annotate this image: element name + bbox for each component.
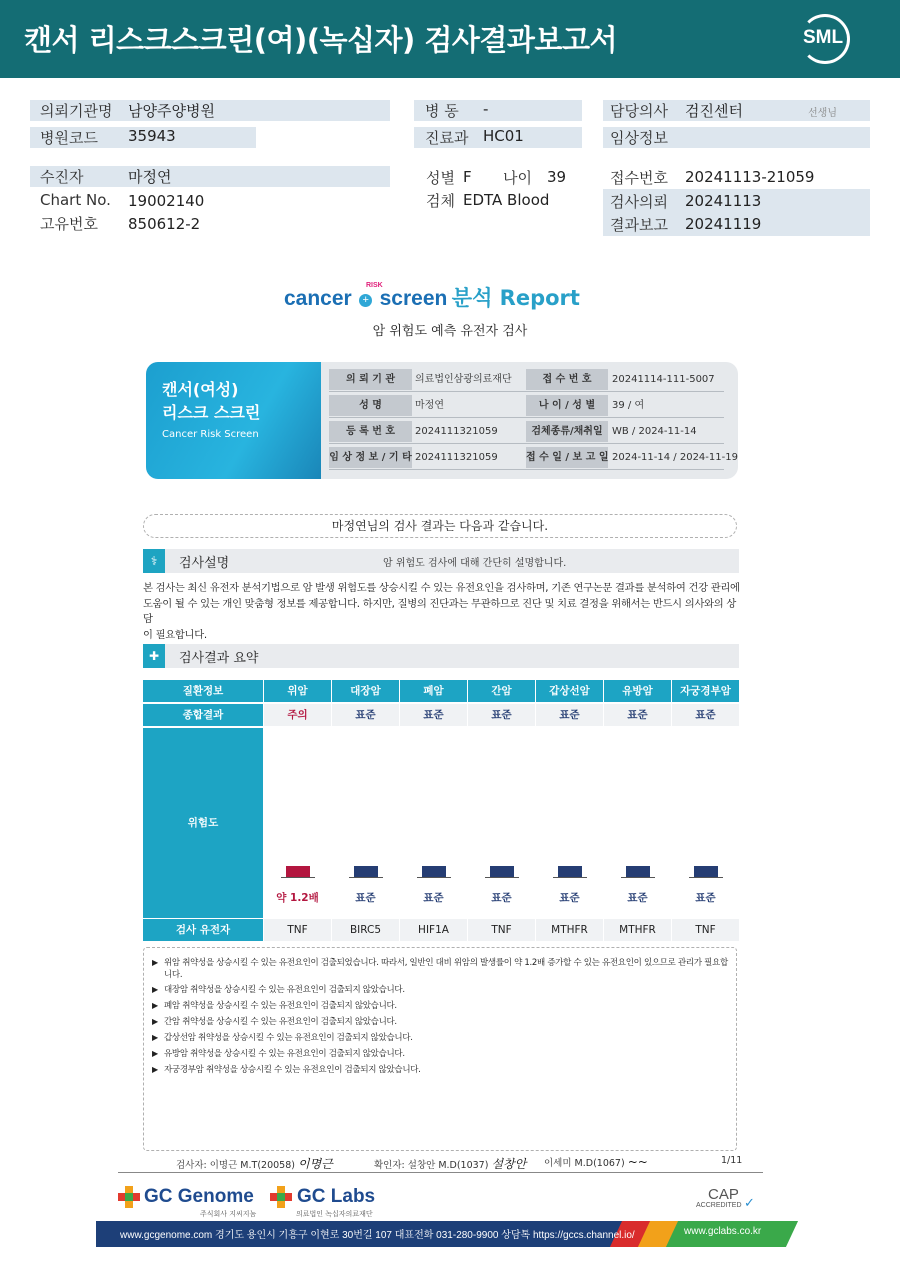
gc-cross-icon	[118, 1186, 140, 1208]
bullet-arrow-icon: ▶	[152, 985, 158, 994]
gene-name: TNF	[468, 919, 535, 941]
patient-value: 마정연	[128, 168, 172, 186]
sml-logo-text: SML	[803, 27, 844, 48]
card-row-divider	[329, 417, 724, 418]
confirmer-1: 설창안 M.D(1037)	[407, 1160, 489, 1171]
gc-cross-icon	[270, 1186, 292, 1208]
card-value: 의료법인삼광의료재단	[415, 374, 512, 385]
info-card	[146, 362, 738, 479]
bullet-arrow-icon: ▶	[152, 958, 158, 967]
card-label: 임 상 정 보 / 기 타	[329, 447, 412, 468]
overall-result: 표준	[604, 704, 671, 726]
institution-value: 남양주양병원	[128, 102, 215, 120]
chart-label: Chart No.	[40, 191, 111, 209]
age-label: 나이	[503, 169, 532, 187]
plus-icon: +	[359, 294, 372, 307]
confirmer-2: 이세미 M.D(1067)	[544, 1158, 625, 1169]
card-value: WB / 2024-11-14	[612, 426, 697, 437]
tester-signature	[176, 1155, 333, 1172]
risk-superscript: RISK	[366, 282, 383, 289]
note-text: 간암 취약성을 상승시킬 수 있는 유전요인이 검출되지 않았습니다.	[164, 1017, 397, 1027]
section-summary-header	[143, 644, 739, 668]
risk-label: 표준	[355, 892, 376, 904]
note-text: 니다.	[164, 970, 183, 980]
note-item	[152, 1047, 405, 1059]
request-label: 검사의뢰	[610, 193, 668, 211]
section-description-sub: 암 위험도 검사에 대해 간단히 설명합니다.	[383, 558, 567, 569]
report-brand	[284, 282, 624, 314]
confirmer-2-signature	[544, 1155, 648, 1169]
tester-signature-mark: 이명근	[298, 1157, 333, 1171]
note-item	[152, 983, 405, 995]
row-header-gene: 검사 유전자	[143, 919, 263, 941]
doctor-value: 검진센터	[685, 102, 743, 120]
note-item	[152, 999, 397, 1011]
card-value: 마정연	[415, 400, 444, 411]
gc-genome-logo: GC Genome	[144, 1186, 254, 1207]
id-label: 고유번호	[40, 215, 98, 233]
description-text	[143, 581, 741, 643]
header-bar	[0, 0, 900, 78]
result-notes	[143, 947, 737, 1151]
note-text: 갑상선암 취약성을 상승시킬 수 있는 유전요인이 검출되지 않았습니다.	[164, 1033, 413, 1043]
risk-label: 표준	[423, 892, 444, 904]
age-value: 39	[547, 168, 567, 186]
id-value: 850612-2	[128, 215, 201, 233]
confirmer-label: 확인자:	[374, 1160, 405, 1171]
gene-name: TNF	[264, 919, 331, 941]
column-header: 자궁경부암	[672, 680, 739, 702]
card-row-divider	[329, 391, 724, 392]
bullet-arrow-icon: ▶	[152, 1049, 158, 1058]
note-item	[152, 1015, 397, 1027]
section-description-title: 검사설명	[179, 556, 230, 571]
note-item	[152, 1063, 421, 1075]
note-text: 자궁경부암 취약성을 상승시킬 수 있는 유전요인이 검출되지 않았습니다.	[164, 1065, 421, 1075]
institution-label: 의뢰기관명	[40, 102, 113, 120]
note-item	[152, 1031, 413, 1043]
risk-bar	[490, 866, 514, 877]
bullet-arrow-icon: ▶	[152, 1001, 158, 1010]
risk-label: 표준	[559, 892, 580, 904]
cap-text: CAP	[708, 1186, 739, 1203]
risk-bar	[354, 866, 378, 877]
checkmark-icon: ✓	[744, 1196, 755, 1211]
risk-baseline	[689, 877, 723, 878]
stethoscope-icon: ⚕	[143, 549, 165, 573]
report-subtitle: 암 위험도 예측 유전자 검사	[372, 324, 528, 339]
note-item	[152, 968, 182, 980]
gc-genome-sub: 주식회사 지씨지놈	[200, 1210, 257, 1218]
sex-label: 성별	[426, 169, 455, 187]
report-date-label: 결과보고	[610, 216, 668, 234]
brand-cancer: cancer	[284, 287, 352, 310]
note-text: 폐암 취약성을 상승시킬 수 있는 유전요인이 검출되지 않았습니다.	[164, 1001, 397, 1011]
overall-result: 표준	[400, 704, 467, 726]
bullet-arrow-icon: ▶	[152, 1017, 158, 1026]
row-header-overall: 종합결과	[143, 704, 263, 726]
bullet-arrow-icon: ▶	[152, 1065, 158, 1074]
column-header: 대장암	[332, 680, 399, 702]
risk-label: 표준	[491, 892, 512, 904]
gc-genome-logo-mark	[118, 1186, 140, 1208]
risk-baseline	[349, 877, 383, 878]
confirmer-1-signature-mark: 설창안	[491, 1157, 527, 1171]
column-header: 위암	[264, 680, 331, 702]
card-value: 2024111321059	[415, 426, 498, 437]
ward-label: 병 동	[425, 102, 459, 120]
card-label: 검체종류/채취일	[526, 421, 608, 442]
report-title: 캔서 리스크스크린(여)(녹십자) 검사결과보고서	[24, 23, 617, 57]
brand-analysis-report: 분석 Report	[451, 286, 580, 310]
bullet-arrow-icon: ▶	[152, 1033, 158, 1042]
row-header-disease: 질환정보	[143, 680, 263, 702]
confirmer-2-signature-mark: ~~	[627, 1155, 648, 1169]
ward-value: -	[483, 100, 489, 118]
dept-label: 진료과	[425, 129, 469, 147]
card-title-1: 캔서(여성)	[162, 380, 239, 399]
report-date-value: 20241119	[685, 215, 762, 233]
sml-logo	[798, 14, 852, 64]
overall-result: 표준	[672, 704, 739, 726]
column-header: 유방암	[604, 680, 671, 702]
section-summary-title: 검사결과 요약	[179, 651, 259, 666]
doctor-label: 담당의사	[610, 102, 668, 120]
risk-baseline	[281, 877, 315, 878]
receipt-label: 접수번호	[610, 169, 668, 187]
result-message: 마정연님의 검사 결과는 다음과 같습니다.	[143, 514, 737, 538]
card-value: 20241114-111-5007	[612, 374, 715, 385]
tester-name: 검사자: 이명근 M.T(20058)	[176, 1160, 295, 1171]
risk-bar	[694, 866, 718, 877]
chart-value: 19002140	[128, 192, 205, 210]
request-value: 20241113	[685, 192, 762, 210]
column-header: 갑상선암	[536, 680, 603, 702]
hospital-code-value: 35943	[128, 127, 176, 145]
footer-separator	[118, 1172, 763, 1173]
note-text: 유방암 취약성을 상승시킬 수 있는 유전요인이 검출되지 않았습니다.	[164, 1049, 405, 1059]
doctor-suffix: 선생님	[808, 108, 837, 119]
overall-result: 주의	[264, 704, 331, 726]
receipt-value: 20241113-21059	[685, 168, 815, 186]
cap-sub: ACCREDITED	[696, 1202, 742, 1209]
card-row-divider	[329, 443, 724, 444]
card-label: 접 수 번 호	[526, 369, 608, 390]
specimen-value: EDTA Blood	[463, 191, 550, 209]
page-number: 1/11	[721, 1155, 743, 1166]
risk-label: 표준	[627, 892, 648, 904]
brand-screen: screen	[379, 287, 448, 310]
gene-name: MTHFR	[536, 919, 603, 941]
overall-result: 표준	[468, 704, 535, 726]
column-header: 간암	[468, 680, 535, 702]
footer-url[interactable]: www.gclabs.co.kr	[684, 1226, 762, 1237]
footer-address: www.gcgenome.com 경기도 용인시 기흥구 이현로 30번길 107 대표전화 031-280-9900 상담톡 https://gccs.channel.io/	[120, 1230, 635, 1241]
footer-bar	[96, 1221, 783, 1247]
risk-baseline	[553, 877, 587, 878]
confirmer-signature	[374, 1155, 526, 1172]
description-line: 본 검사는 최신 유전자 분석기법으로 암 발생 위험도를 상승시킬 수 있는 유전요인을 검사하며, 기존 연구논문 결과를 분석하여 건강 관리에	[143, 582, 740, 594]
specimen-label: 검체	[426, 192, 455, 210]
description-line: 이 필요합니다.	[143, 628, 207, 641]
patient-label: 수진자	[40, 168, 84, 186]
info-card-banner	[146, 362, 321, 479]
risk-bar	[286, 866, 310, 877]
sex-value: F	[463, 168, 472, 186]
overall-result: 표준	[332, 704, 399, 726]
description-line: 도움이 될 수 있는 개인 맞춤형 정보를 제공합니다. 하지만, 질병의 진단과는 무관하므로 진단 및 치료 결정을 위해서는 반드시 의사와의 상담	[143, 597, 737, 625]
dept-value: HC01	[483, 127, 524, 145]
gene-name: BIRC5	[332, 919, 399, 941]
medical-kit-icon: ✚	[143, 644, 165, 668]
risk-bar	[558, 866, 582, 877]
gc-labs-logo-mark	[270, 1186, 292, 1208]
risk-label: 표준	[695, 892, 716, 904]
gc-labs-sub: 의료법인 녹십자의료재단	[296, 1210, 373, 1218]
overall-result: 표준	[536, 704, 603, 726]
risk-bar	[626, 866, 650, 877]
risk-bar	[422, 866, 446, 877]
column-header: 폐암	[400, 680, 467, 702]
card-label: 성 명	[329, 395, 412, 416]
cap-accreditation-logo	[694, 1186, 764, 1218]
card-value: 39 / 여	[612, 400, 645, 411]
card-title-3: Cancer Risk Screen	[162, 429, 259, 440]
gene-name: MTHFR	[604, 919, 671, 941]
gene-name: HIF1A	[400, 919, 467, 941]
card-value: 2024111321059	[415, 452, 498, 463]
note-text: 대장암 취약성을 상승시킬 수 있는 유전요인이 검출되지 않았습니다.	[164, 985, 405, 995]
hospital-code-label: 병원코드	[40, 129, 98, 147]
gc-labs-logo: GC Labs	[297, 1186, 376, 1207]
risk-label: 약 1.2배	[276, 892, 319, 904]
patient-bar	[30, 166, 390, 187]
card-label: 의 뢰 기 관	[329, 369, 412, 390]
card-value: 2024-11-14 / 2024-11-19	[612, 452, 738, 463]
clinical-label: 임상정보	[610, 129, 668, 147]
card-row-divider	[329, 469, 724, 470]
card-label: 접 수 일 / 보 고 일	[526, 447, 608, 468]
gene-name: TNF	[672, 919, 739, 941]
note-item	[152, 956, 728, 968]
row-header-risk: 위험도	[143, 728, 263, 918]
risk-baseline	[417, 877, 451, 878]
card-label: 등 록 번 호	[329, 421, 412, 442]
note-text: 위암 취약성을 상승시킬 수 있는 유전요인이 검출되었습니다. 따라서, 일반인 대비 위암의 발생률이 약 1.2배 증가할 수 있는 유전요인이 있으므로 관리가 필요합	[164, 958, 728, 968]
card-label: 나 이 / 성 별	[526, 395, 608, 416]
risk-baseline	[485, 877, 519, 878]
card-title-2: 리스크 스크린	[162, 403, 261, 422]
risk-baseline	[621, 877, 655, 878]
section-description-header	[143, 549, 739, 573]
